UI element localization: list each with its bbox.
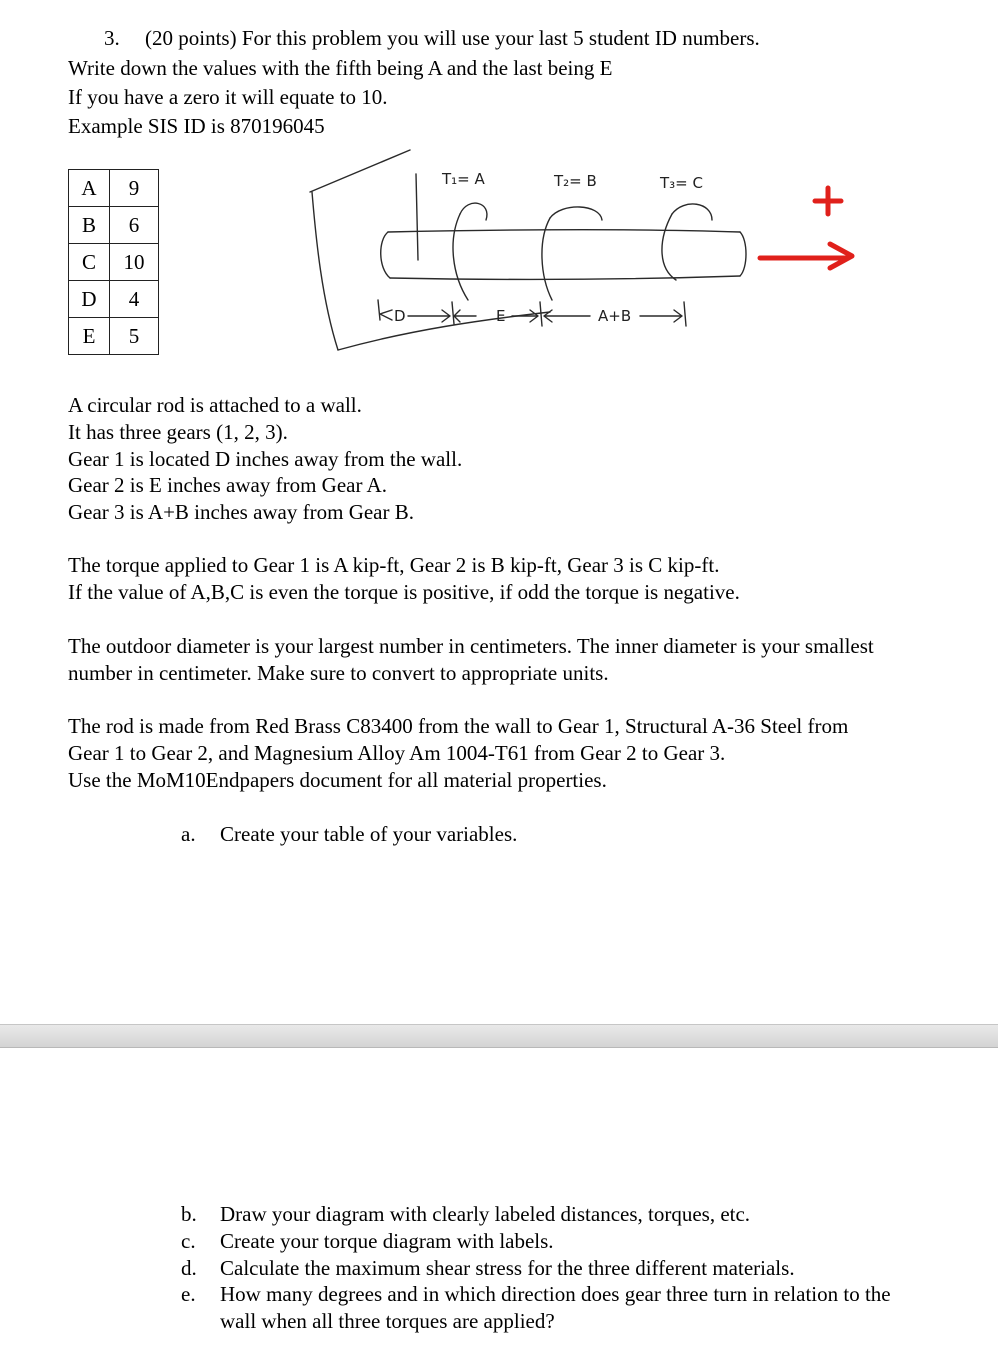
wall-top-edge [310,150,410,192]
description-line: Gear 2 is E inches away from Gear A. [68,473,387,497]
dim-arrow-d-right [408,310,450,322]
gear3-side [662,214,676,280]
part-d-label: d. [181,1256,197,1280]
part-b-label: b. [181,1202,197,1226]
problem-intro-line3: If you have a zero it will equate to 10. [68,85,388,109]
rod-sketch [300,140,860,360]
table-row [69,281,159,318]
gear1-top [460,203,487,220]
variable-value: 10 [110,244,159,281]
torque-paragraph-line: The torque applied to Gear 1 is A kip-ft, Gear 2 is B kip-ft, Gear 3 is C kip-ft. [68,553,720,577]
part-a-text: Create your table of your variables. [220,822,518,846]
problem-intro-line2: Write down the values with the fifth being A and the last being E [68,56,613,80]
page-break-divider [0,1024,998,1048]
variable-key: D [69,281,110,318]
variable-key: A [69,170,110,207]
dim-arrow-ab-right [640,310,682,322]
dim-tick-wall [378,300,380,320]
table-row [69,318,159,355]
dim-label-e: E [496,307,506,325]
wall-face [416,174,418,260]
rod-bottom [390,276,740,279]
part-c-label: c. [181,1229,196,1253]
part-a-label: a. [181,822,196,846]
variable-value: 6 [110,207,159,244]
problem-intro-line1: (20 points) For this problem you will use your last 5 student ID numbers. [145,26,760,50]
description-line: Gear 1 is located D inches away from the wall. [68,447,463,471]
dim-label-a-plus-b: A+B [598,307,632,325]
rod-right-end [740,232,746,276]
materials-paragraph-line: The rod is made from Red Brass C83400 from the wall to Gear 1, Structural A-36 Steel from [68,714,849,738]
part-e-label: e. [181,1282,196,1306]
variable-value: 5 [110,318,159,355]
example-id-line: Example SIS ID is 870196045 [68,114,325,138]
gear2-top [550,207,602,220]
variable-key: B [69,207,110,244]
variable-value: 9 [110,170,159,207]
table-row [69,244,159,281]
dim-arrow-e-left [454,310,476,322]
gear1-side [453,214,468,300]
wall-bottom-edge [338,312,550,350]
dim-arrow-d-left [380,310,392,320]
problem-number: 3. [104,26,120,50]
dim-tick-gear2 [540,302,542,326]
part-b-text: Draw your diagram with clearly labeled distances, torques, etc. [220,1202,751,1226]
dim-arrow-ab-left [544,310,590,322]
torque-label-t1: T₁= A [442,170,485,188]
description-line: A circular rod is attached to a wall. [68,393,362,417]
torque-label-t2: T₂= B [554,172,597,190]
plus-sign-icon [815,188,841,214]
dim-label-d: D [394,307,406,325]
table-row [69,170,159,207]
variable-value: 4 [110,281,159,318]
variable-key: C [69,244,110,281]
description-line: It has three gears (1, 2, 3). [68,420,288,444]
variables-table [68,169,159,355]
part-d-text: Calculate the maximum shear stress for the three different materials. [220,1256,795,1280]
rod-top [388,230,740,232]
dim-tick-gear1 [452,302,454,324]
dim-tick-gear3 [684,302,686,326]
materials-paragraph-line: Use the MoM10Endpapers document for all material properties. [68,768,607,792]
rod-left-end [381,232,390,278]
variable-key: E [69,318,110,355]
description-line: Gear 3 is A+B inches away from Gear B. [68,500,414,524]
torque-paragraph-line: If the value of A,B,C is even the torque is positive, if odd the torque is negative. [68,580,740,604]
diameter-paragraph-line: number in centimeter. Make sure to convert to appropriate units. [68,661,609,685]
part-e-text-continued: wall when all three torques are applied? [220,1309,555,1333]
torque-label-t3: T₃= C [660,174,703,192]
materials-paragraph-line: Gear 1 to Gear 2, and Magnesium Alloy Am 1004-T61 from Gear 2 to Gear 3. [68,741,726,765]
part-c-text: Create your torque diagram with labels. [220,1229,554,1253]
table-row [69,207,159,244]
part-e-text: How many degrees and in which direction does gear three turn in relation to the [220,1282,891,1306]
wall-left-edge [312,192,338,350]
gear3-top [672,204,712,220]
diameter-paragraph-line: The outdoor diameter is your largest number in centimeters. The inner diameter is your smallest [68,634,874,658]
dim-arrow-e-right [512,310,538,322]
